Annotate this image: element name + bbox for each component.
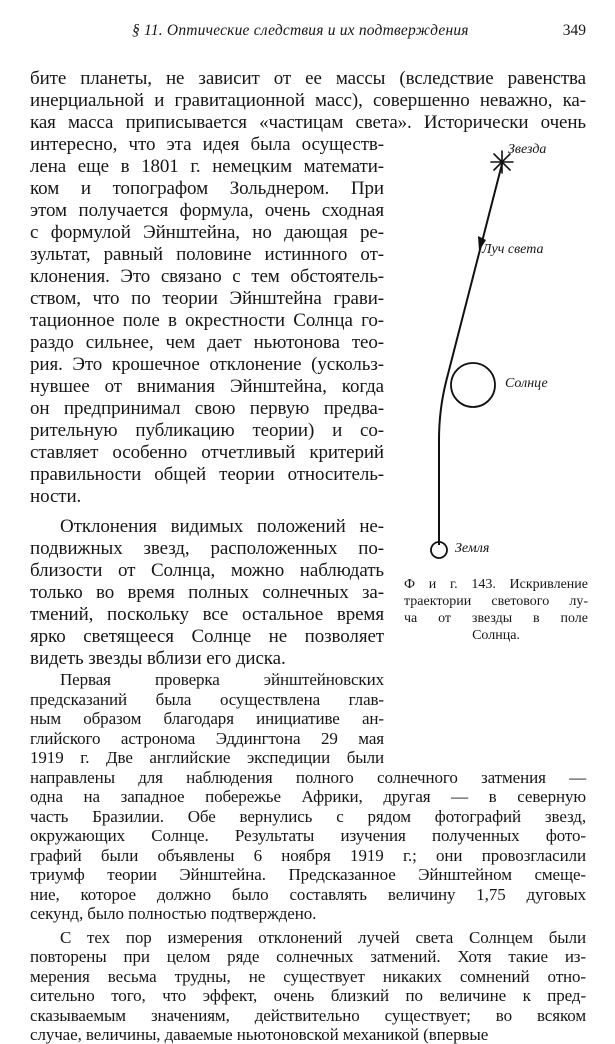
text-line: тмений, поскольку все остальное время [30,604,384,625]
page-header [30,22,586,46]
running-title: § 11. Оптические следствия и их подтверждения [132,22,469,39]
figure-143 [395,140,595,600]
sun-label: Солнце [505,376,548,391]
text-line: бите планеты, не зависит от ее массы (вследствие равенства [30,68,586,89]
text-line: направлены для наблюдения полного солнечного затмения — [30,767,586,787]
text-line: ярко светящееся Солнце не позволяет [30,626,384,647]
text-line: кая масса приписывается «частицам света». Исторически очень [30,112,586,133]
text-line: инерциальной и гравитационной масс), совершенно неважно, ка- [30,90,586,111]
text-line: повторены при целом ряде солнечных затмений. Хотя такие из- [30,947,586,966]
text-line: С тех пор измерения отклонений лучей света Солнцем были [60,927,586,947]
text-line: сказываемым значениям, действительно существует; во всяком [30,1005,586,1025]
star-label: Звезда [508,142,547,157]
text-line: ние, которое должно было составлять величину 1,75 дуговых [30,884,586,904]
text-line: этом получается формула, очень сходная [30,200,384,221]
text-line: ным образом благодаря инициативе ан- [30,709,384,728]
text-line: одна на западное побережье Африки, другая — в северную [30,787,586,806]
text-line: интересно, что эта идея была осуществ- [30,134,384,155]
figure-caption-line: ча от звезды в поле [404,611,588,626]
text-line: графий были объявлены 6 ноября 1919 г.; они провозгласили [30,845,586,865]
text-line: видеть звезды вблизи его диска. [30,648,286,669]
light-ray-path [439,164,502,545]
text-line: ставляет особенно отчетливый критерий [30,442,384,463]
text-line: Отклонения видимых положений не- [60,516,384,537]
text-line: ности. [30,486,82,507]
text-line: триумф теории Эйнштейна. Предсказанное Эйнштейном смеще- [30,865,586,884]
text-line: с формулой Эйнштейна, но дающая ре- [30,222,384,243]
text-line: сительно того, что эффект, очень близкий по величине к пред- [30,986,586,1005]
light-ray-diagram [395,140,595,560]
figure-caption-line: Солнца. [472,628,520,643]
page-number: 349 [562,22,586,39]
text-line: секунд, было полностью подтверждено. [30,904,317,923]
text-line: только во время полных солнечных за- [30,582,384,603]
ray-label: Луч света [482,242,544,257]
text-line: тационное поле в окрестности Солнца го- [30,310,384,331]
text-line: глийского астронома Эддингтона 29 мая [30,728,384,748]
figure-caption-line: траектории светового лу- [404,594,588,609]
text-line: Первая проверка эйнштейновских [60,670,384,689]
text-line: раздо сильнее, чем дает ньютонова тео- [30,332,384,353]
text-line: близости от Солнца, можно наблюдать [30,560,384,581]
text-line: он предпринимал свою первую предва- [30,398,384,419]
text-line: подвижных звезд, расположенных по- [30,538,384,559]
text-line: мерения весьма трудны, не существует никаких сомнений отно- [30,966,586,986]
text-line: ством, что по теории Эйнштейна грави- [30,288,384,309]
sun-circle [451,363,495,407]
text-line: предсказаний была осуществлена глав- [30,689,384,709]
text-line: ком и топографом Зольднером. При [30,178,384,199]
text-line: 1919 г. Две английские экспедиции были [30,748,384,767]
text-line: зультат, равный половине истинного от- [30,244,384,265]
text-line: окружающих Солнце. Результаты изучения полученных фото- [30,826,586,845]
earth-label: Земля [455,541,490,556]
figure-caption-line: Ф и г. 143. Искривление [404,577,588,592]
text-line: лена еще в 1801 г. немецким математи- [30,156,384,177]
text-line: рия. Это крошечное отклонение (ускольз- [30,354,384,375]
text-line: правильности общей теории относитель- [30,464,384,485]
text-line: часть Бразилии. Обе вернулись с рядом фотографий звезд, [30,806,586,826]
text-line: рительную публикацию теории) и со- [30,420,384,441]
text-line: случае, величины, даваемые ньютоновской механикой (впервые [30,1025,489,1044]
text-line: нувшее от внимания Эйнштейна, когда [30,376,384,397]
text-line: клонения. Это связано с тем обстоятель- [30,266,384,287]
